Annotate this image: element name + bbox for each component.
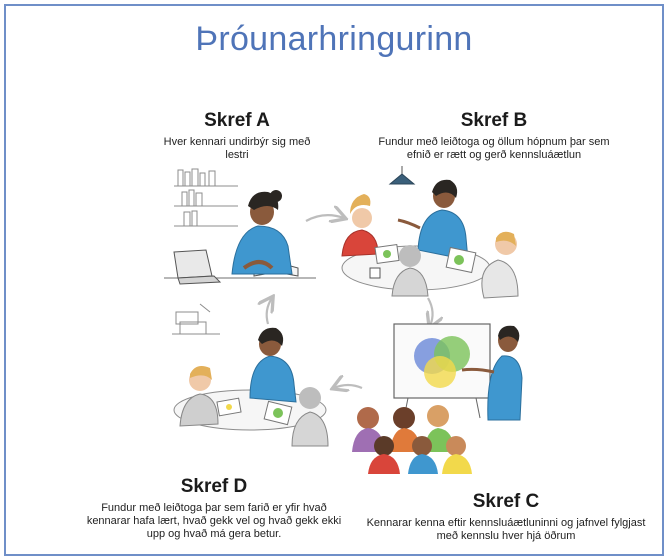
scene-d-reflection [172, 304, 328, 446]
step-d-text: Fundur með leiðtoga þar sem farið er yfir hvað kennarar hafa lært, hvað gekk vel og hvað gekk ekki upp og hvað má gera betur. [86, 502, 342, 540]
step-c-heading: Skref C [472, 491, 540, 512]
scene-c-teaching [352, 324, 522, 474]
step-a [152, 110, 322, 162]
step-a-text: Hver kennari undirbýr sig með lestri [163, 136, 311, 161]
step-c [364, 491, 648, 543]
scene-b-meeting [342, 166, 518, 298]
page-title: Þróunarhringurinn [195, 20, 473, 58]
arrow-a-to-b [306, 215, 344, 221]
scene-a-reading [164, 169, 316, 284]
step-b-text: Fundur með leiðtoga og öllum hópnum þar sem efnið er rætt og gerð kennsluáætlun [378, 136, 610, 161]
step-d [80, 476, 348, 541]
step-d-heading: Skref D [180, 476, 248, 497]
arrow-b-to-c [428, 298, 433, 326]
arrow-c-to-d [334, 385, 362, 388]
step-c-text: Kennarar kenna eftir kennsluáætluninni og jafnvel fylgjast með kennslu hver hjá öðrum [366, 517, 646, 542]
step-b [366, 110, 622, 162]
arrow-d-to-a [267, 298, 272, 324]
step-a-heading: Skref A [204, 110, 270, 131]
step-b-heading: Skref B [460, 110, 528, 131]
diagram-frame [4, 4, 664, 556]
